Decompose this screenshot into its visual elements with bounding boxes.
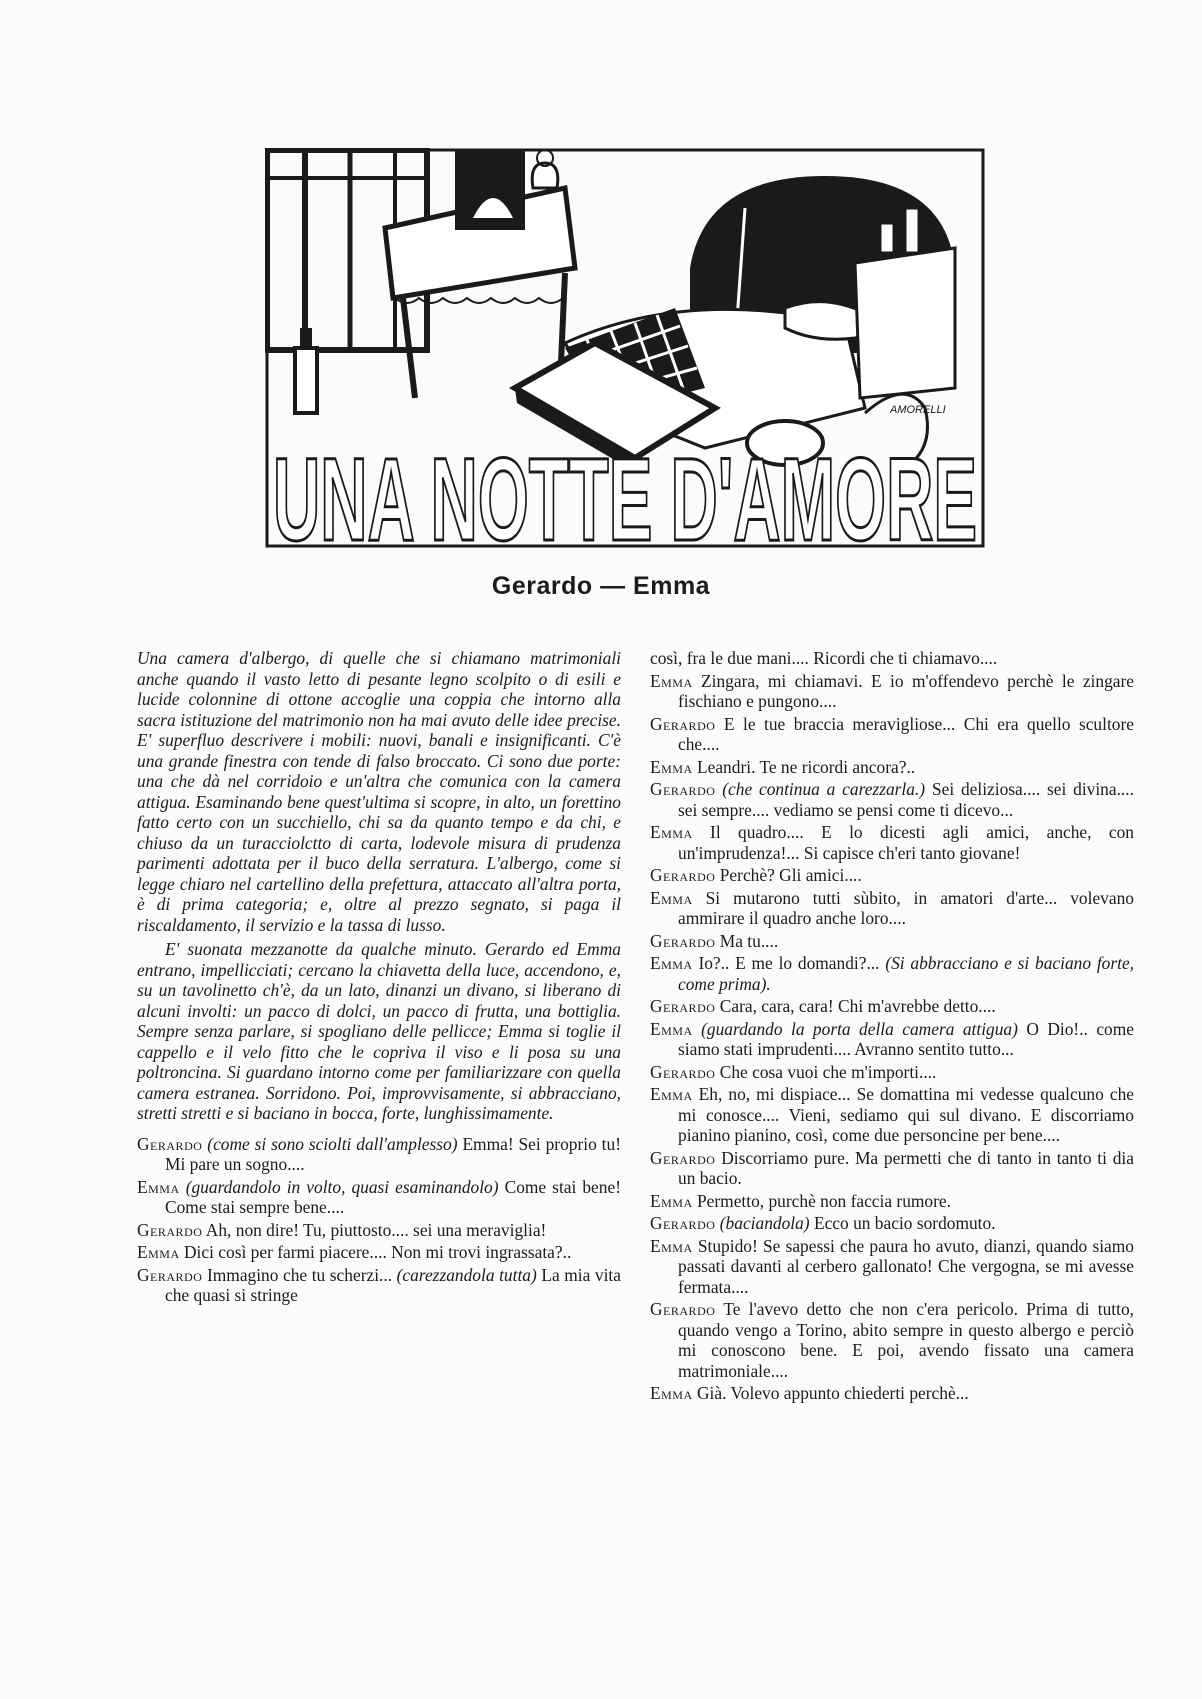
speaker: Emma: [137, 1242, 180, 1262]
subtitle: Gerardo — Emma: [491, 572, 711, 600]
speaker: Emma: [650, 887, 693, 908]
dresser: [385, 150, 575, 398]
speaker: Gerardo: [650, 1147, 716, 1168]
speaker: Emma: [650, 822, 693, 842]
speaker: Emma: [137, 1176, 180, 1197]
dialogue-list: [137, 1134, 621, 1306]
dialogue-line: [650, 865, 1134, 886]
speaker: Emma: [650, 756, 693, 777]
speaker: Emma: [650, 1084, 693, 1104]
line-text: O Dio!.. come siamo stati imprudenti.... Avranno sentito tutto...: [678, 1018, 1134, 1059]
dialogue-line: [650, 1019, 1134, 1060]
speaker: Emma: [650, 1018, 693, 1039]
line-text: Ah, non dire! Tu, piuttosto.... sei una meraviglia!: [205, 1219, 547, 1240]
stage-note: (baciandola): [719, 1213, 810, 1233]
dialogue-line: [137, 1265, 621, 1306]
dialogue-line: [650, 953, 1134, 994]
right-column: [650, 648, 1134, 1406]
dialogue-line: [650, 822, 1134, 863]
stage-note: (come si sono sciolti dall'amplesso): [207, 1133, 458, 1154]
speaker: Emma: [650, 1190, 693, 1211]
line-text: Dici così per farmi piacere.... Non mi trovi ingrassata?..: [184, 1242, 572, 1262]
line-text: Come stai bene! Come stai sempre bene....: [165, 1176, 621, 1217]
speaker: Gerardo: [650, 713, 716, 734]
bedroom-illustration: [265, 148, 985, 548]
artist-signature: AMORELLI: [890, 404, 946, 416]
bottle: [295, 328, 317, 413]
stage-direction: Una camera d'albergo, di quelle che si chiamano matrimoniali anche quando il vasto letto di pesante legno scolpito o di esili e lucide colonnine di ottone accoglie una coppia che intorno alla sacra istituzione del matrimonio non ha mai avuto delle idee precise. E' superfluo descrivere i mobili: nuovi, banali e insignificanti. C'è una grande finestra con tende di falso broccato. Ci sono due porte: una che dà nel corridoio e un'altra che comunica con la camera attigua. Esaminando bene quest'ultima si scopre, in alto, un forettino fatto certo con un succhiello, chi sa da quanto tempo e da chi, e chiuso da un turacciolctto di carta, lodevole misura di prudenza parimenti adottata per il buco della serratura. L'albergo, come si legge chiaro nel cartellino della prefettura, attaccato all'altra porta, è di prima categoria; e, oltre al prezzo segnato, si paga il riscaldamento, il servizio e la tassa di lusso.: [137, 648, 621, 935]
dialogue-line: [137, 1177, 621, 1218]
dialogue-line: [137, 1134, 621, 1175]
line-text: Si mutarono tutti sùbito, in amatori d'arte... volevano ammirare il quadro anche loro....: [678, 887, 1134, 928]
dialogue-line: [650, 888, 1134, 929]
dialogue-line: [650, 1299, 1134, 1381]
speaker: Gerardo: [650, 779, 716, 799]
dialogue-line: [650, 1084, 1134, 1146]
stage-direction: E' suonata mezzanotte da qualche minuto. Gerardo ed Emma entrano, impellicciati; cercano la chiavetta della luce, accendono, e, su un tavolinetto ch'è, da un lato, dinanzi un divano, si liberano di alcuni involti: un pacco di dolci, un pacco di frutta, una bottiglia. Sempre senza parlare, si spogliano delle pellicce; Emma si toglie il cappello e il velo fitto che le copriva il viso e li posa su una poltroncina. Si guardano intorno come per familiarizzare con quella camera estranea. Sorridono. Poi, improvvisamente, si abbracciano, stretti stretti e si baciano in bocca, forte, lunghissimamente.: [137, 939, 621, 1123]
line-text: Stupido! Se sapessi che paura ho avuto, dianzi, quando siamo passati davanti al cerbero gallonato! Che vergogna, se mi avesse fermata....: [678, 1235, 1134, 1297]
dialogue-line: [650, 1191, 1134, 1212]
line-text: Emma! Sei proprio tu! Mi pare un sogno....: [165, 1133, 621, 1174]
line-text: Zingara, mi chiamavi. E io m'offendevo perchè le zingare fischiano e pungono....: [678, 670, 1134, 711]
speaker: Gerardo: [650, 996, 716, 1016]
dialogue-line: [650, 714, 1134, 755]
dialogue-line: [650, 779, 1134, 820]
dialogue-line: [650, 931, 1134, 952]
speaker: Emma: [650, 1383, 693, 1403]
dialogue-line: [650, 1213, 1134, 1234]
dialogue-line: [650, 1383, 1134, 1404]
dialogue-line: [650, 1148, 1134, 1189]
line-text: Immagino che tu scherzi...: [206, 1264, 393, 1285]
stage-note: (guardando la porta della camera attigua): [701, 1018, 1018, 1039]
speaker: Gerardo: [650, 1213, 716, 1233]
dialogue-line: [137, 1242, 621, 1263]
dialogue-line: [650, 671, 1134, 712]
line-text: Permetto, purchè non faccia rumore.: [697, 1190, 951, 1211]
line-text: La mia vita che quasi si stringe: [165, 1264, 621, 1305]
line-text: Ecco un bacio sordomuto.: [813, 1213, 996, 1233]
line-text: Già. Volevo appunto chiederti perchè...: [697, 1383, 969, 1403]
left-column: [137, 648, 621, 1308]
speaker: Gerardo: [650, 865, 716, 885]
dialogue-line: [650, 1236, 1134, 1298]
illustration-title: UNA NOTTE D'AMORE: [273, 434, 977, 548]
stage-note: (guardandolo in volto, quasi esaminandolo): [185, 1176, 499, 1197]
line-text: Te l'avevo detto che non c'era pericolo. Prima di tutto, quando vengo a Torino, abito sempre in questo albergo e perciò mi conoscono bene. E poi, avendo fissato una camera matrimoniale....: [678, 1299, 1134, 1381]
dialogue-line: [650, 1062, 1134, 1083]
stage-note: (che continua a carezzarla.): [722, 779, 926, 799]
speaker: Emma: [650, 953, 693, 973]
dialogue-line: [650, 996, 1134, 1017]
line-text: Che cosa vuoi che m'importi....: [719, 1061, 937, 1082]
speaker: Gerardo: [137, 1133, 203, 1154]
line-text: Io?.. E me lo domandi?...: [698, 953, 880, 973]
speaker: Gerardo: [650, 1061, 716, 1082]
line-text: E le tue braccia meravigliose... Chi era quello scultore che....: [678, 713, 1134, 754]
line-text: Cara, cara, cara! Chi m'avrebbe detto....: [719, 996, 996, 1016]
dialogue-continuation: [650, 648, 1134, 669]
speaker: Gerardo: [650, 1299, 716, 1319]
dialogue-line: [137, 1220, 621, 1241]
line-text: Il quadro.... E lo dicesti agli amici, anche, con un'imprudenza!... Si capisce ch'eri tanto giovane!: [678, 822, 1134, 863]
line-text: Sei deliziosa.... sei divina.... sei sempre.... vediamo se pensi come ti dicevo...: [678, 779, 1134, 820]
speaker: Gerardo: [650, 930, 716, 951]
stage-note: (carezzandola tutta): [396, 1264, 537, 1285]
line-text: Ma tu....: [719, 930, 779, 951]
line-text: Leandri. Te ne ricordi ancora?..: [697, 756, 916, 777]
speaker: Gerardo: [137, 1264, 203, 1285]
stage-note: (Si abbracciano e si baciano forte, come prima).: [678, 953, 1135, 994]
speaker: Gerardo: [137, 1219, 203, 1240]
line-text: Discorriamo pure. Ma permetti che di tanto in tanto ti dia un bacio.: [678, 1147, 1134, 1188]
speaker: Emma: [650, 1235, 693, 1256]
line-text: Eh, no, mi dispiace... Se domattina mi vedesse qualcuno che mi conosce.... Vieni, sediamo qui sul divano. E discorriamo pianino pianino, così, come due personcine per bene....: [678, 1084, 1134, 1145]
dialogue-line: [650, 757, 1134, 778]
line-text: così, fra le due mani.... Ricordi che ti chiamavo....: [650, 648, 998, 668]
line-text: Perchè? Gli amici....: [719, 865, 862, 885]
speaker: Emma: [650, 670, 693, 691]
